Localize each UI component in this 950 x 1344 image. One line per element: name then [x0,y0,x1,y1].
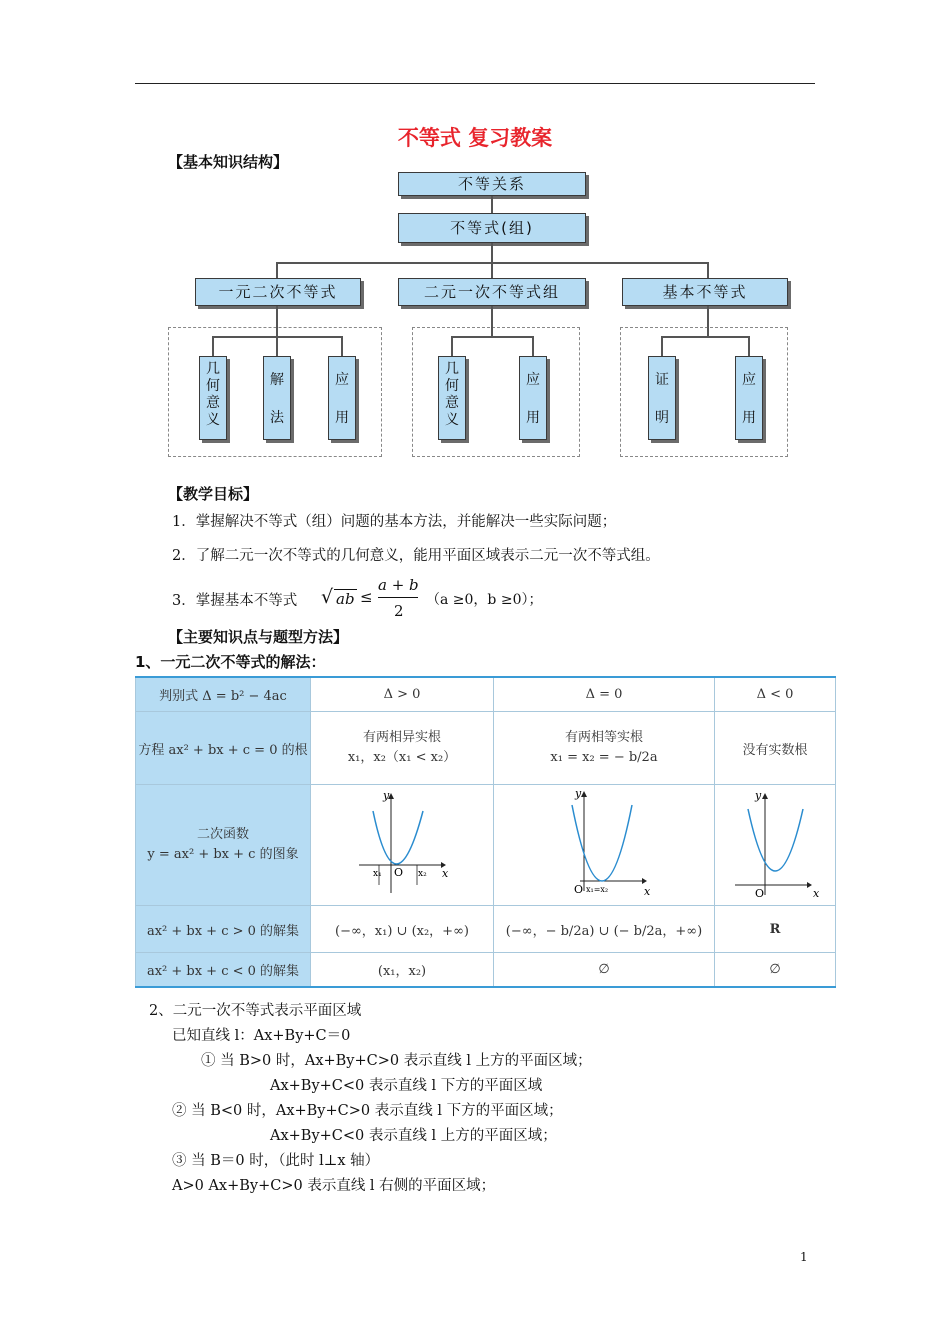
table-row [136,677,836,712]
table-cell [715,785,836,906]
table-cell [311,785,494,906]
leaf-label: 解法 [270,372,284,426]
cell-text: x₁，x₂（x₁ < x₂） [347,750,457,765]
cell-text: 有两相等实根 [564,730,643,745]
table-cell: Δ < 0 [715,677,836,712]
connector [532,336,534,356]
section-goals-heading: 【教学目标】 [168,485,259,503]
connector [212,336,214,356]
fraction-bar [378,597,418,598]
leaf-label: 应用 [335,372,349,426]
axis-label: y [575,787,582,800]
point-2-heading: 2、二元一次不等式表示平面区域 [149,1003,362,1019]
table-cell: 没有实数根 [715,712,836,785]
leaf-label: 证明 [655,372,669,426]
goal-2: 2．了解二元一次不等式的几何意义，能用平面区域表示二元一次不等式组。 [172,548,660,564]
leaf-box [199,356,227,440]
cell-text: 二次函数 [196,827,249,842]
text-line: Ax+By+C<0 表示直线 l 上方的平面区域； [270,1128,557,1144]
axis-label: y [383,789,390,802]
leaf-box [263,356,291,440]
connector [451,336,453,356]
diagram-second-box: 不等式(组) [398,213,586,243]
table-cell: Δ > 0 [311,677,494,712]
table-row [136,712,836,785]
parabola-graph-no-root [715,785,836,901]
table-row [136,906,836,953]
table-cell [494,785,715,906]
connector [661,336,749,338]
connector [491,306,493,337]
connector [491,196,493,214]
text-line: ① 当 B>0 时，Ax+By+C>0 表示直线 l 上方的平面区域； [201,1053,592,1069]
cell-text: x₁ = x₂ = − b/2a [550,750,658,765]
table-cell: (−∞，x₁) ∪ (x₂，+∞) [311,906,494,953]
connector [707,306,709,337]
leaf-label: 应用 [742,372,756,426]
fraction-numerator: a + b [378,576,419,594]
axis-label: O [574,883,584,896]
axis-label: x₂ [418,869,427,879]
goal-3-formula [318,576,558,622]
leaf-box [735,356,763,440]
quadratic-table [135,676,836,988]
table-cell: (−∞，− b/2a) ∪ (− b/2a，+∞) [494,906,715,953]
connector [276,306,278,337]
table-header-cell: 判别式 Δ = b² − 4ac [136,677,311,712]
branch-box-2: 二元一次不等式组 [398,278,586,306]
sqrt-sign: √ [321,586,334,608]
text-line: ② 当 B<0 时，Ax+By+C>0 表示直线 l 下方的平面区域； [172,1103,563,1119]
axis-label: x [644,885,651,898]
table-cell [311,712,494,785]
axis-label: x₁=x₂ [586,885,609,894]
cell-text: y = ax² + bx + c 的图象 [147,847,299,862]
table-cell: ∅ [715,953,836,988]
point-1-heading: 1、一元二次不等式的解法： [135,653,326,671]
text-line: ③ 当 B＝0 时，（此时 l⊥x 轴） [172,1153,380,1169]
connector [276,262,278,278]
table-cell: R [715,906,836,953]
goal-1: 1．掌握解决不等式（组）问题的基本方法，并能解决一些实际问题； [172,514,617,530]
axis-label: O [394,866,404,879]
sqrt-radicand: ab [336,590,355,608]
table-row [136,785,836,906]
section-structure-heading: 【基本知识结构】 [168,153,289,171]
table-cell: Δ = 0 [494,677,715,712]
connector [491,243,493,262]
leaf-label: 应用 [526,372,540,426]
connector [748,336,750,356]
leaf-box [328,356,356,440]
header-rule [135,83,815,84]
text-line: A>0 Ax+By+C>0 表示直线 l 右侧的平面区域； [172,1178,496,1194]
connector [451,336,533,338]
leaf-label: 几何意义 [206,361,220,428]
fraction-denominator: 2 [394,602,404,620]
table-row [136,953,836,988]
axis-label: O [755,887,765,900]
axis-label: x [442,867,449,880]
leaf-box [519,356,547,440]
page-title: 不等式 复习教案 [397,126,553,150]
text-line: Ax+By+C<0 表示直线 l 下方的平面区域 [270,1078,543,1094]
parabola-graph-two-roots [311,785,494,901]
connector [661,336,663,356]
connector [707,262,709,278]
cell-text: 有两相异实根 [362,730,441,745]
table-cell: ∅ [494,953,715,988]
goal-3: 3．掌握基本不等式 [172,593,298,609]
axis-label: x₁ [373,869,382,879]
table-cell: (x₁，x₂) [311,953,494,988]
connector [276,336,278,356]
text-line: 已知直线 l：Ax+By+C＝0 [172,1028,351,1044]
formula-condition: （a ≥0，b ≥0）； [426,592,543,608]
axis-label: y [755,789,762,802]
leaf-label: 几何意义 [445,361,459,428]
relation-sign: ≤ [360,588,373,606]
leaf-box [438,356,466,440]
table-header-cell: ax² + bx + c > 0 的解集 [136,906,311,953]
page-number: 1 [800,1250,808,1264]
table-header-cell [136,785,311,906]
parabola-graph-double-root [494,785,715,901]
branch-box-3: 基本不等式 [622,278,788,306]
connector [491,262,493,278]
table-header-cell: 方程 ax² + bx + c = 0 的根 [136,712,311,785]
section-points-heading: 【主要知识点与题型方法】 [168,628,349,646]
table-cell [494,712,715,785]
axis-label: x [813,887,820,900]
branch-box-1: 一元二次不等式 [195,278,361,306]
diagram-top-box: 不等关系 [398,172,586,196]
leaf-box [648,356,676,440]
connector [341,336,343,356]
table-header-cell: ax² + bx + c < 0 的解集 [136,953,311,988]
